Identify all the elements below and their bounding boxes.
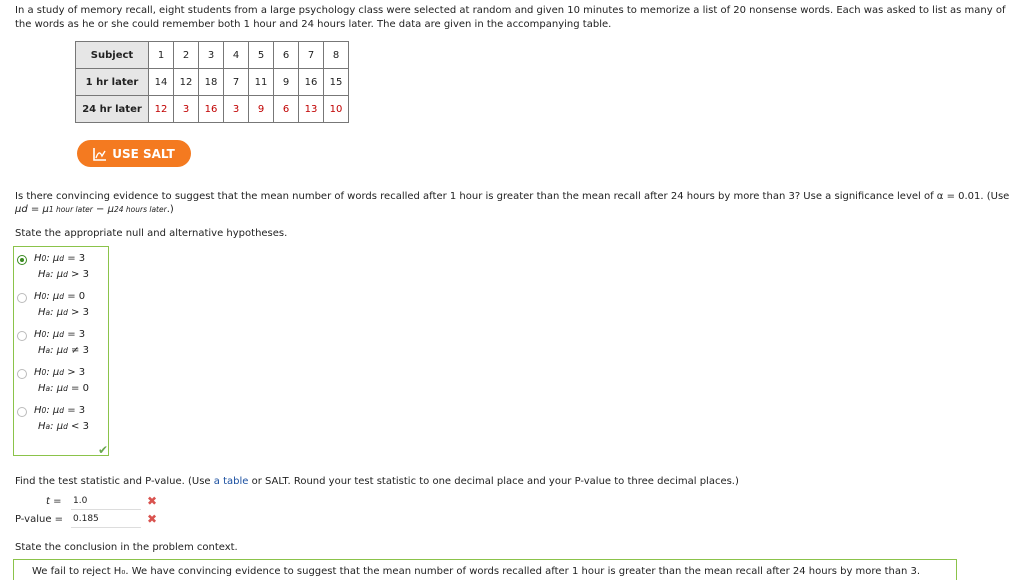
ha-line: Ha: μd < 3: [38, 421, 89, 432]
table-row: [76, 96, 349, 123]
h0-line: H0: μd = 3: [34, 405, 86, 416]
hypothesis-option-4[interactable]: [17, 367, 107, 403]
radio-button-selected[interactable]: [17, 255, 27, 265]
ha-line: Ha: μd ≠ 3: [38, 345, 89, 356]
table-cell: 18: [199, 69, 224, 96]
table-cell: 16: [299, 69, 324, 96]
salt-chart-icon: [93, 147, 107, 161]
question-text: Is there convincing evidence to suggest that the mean number of words recalled after 1 hour is greater than the mean recall after 24 hours by more than 3? Use a significance level of α = 0.01. (Use μd = μ1 hour later − μ24 hours later.): [15, 191, 1010, 215]
table-cell: 14: [149, 69, 174, 96]
table-cell: 5: [249, 42, 274, 69]
conclusion-choices: [13, 559, 957, 580]
radio-button[interactable]: [17, 331, 27, 341]
conclusion-prompt: State the conclusion in the problem context.: [15, 542, 238, 553]
table-cell: 7: [299, 42, 324, 69]
table-cell: 11: [249, 69, 274, 96]
h0-line: H0: μd = 3: [34, 253, 86, 264]
t-statistic-input[interactable]: 1.0: [71, 493, 141, 510]
hypothesis-option-2[interactable]: [17, 291, 107, 327]
table-cell: 12: [149, 96, 174, 123]
h0-line: H0: μd > 3: [34, 367, 86, 378]
intro-text: In a study of memory recall, eight students from a large psychology class were selected at random and given 10 minutes to memorize a list of 20 nonsense words. Each was asked to list as many of the words as he or she could remember both 1 hour and 24 hours later. The data are given in the accompanying table.: [15, 5, 1006, 30]
t-label: t =: [46, 496, 62, 507]
table-cell: 3: [174, 96, 199, 123]
p-value-input[interactable]: 0.185: [71, 511, 141, 528]
ha-line: Ha: μd > 3: [38, 269, 89, 280]
table-cell: 10: [324, 96, 349, 123]
table-cell: 12: [174, 69, 199, 96]
data-table: [75, 41, 349, 123]
table-cell: 9: [249, 96, 274, 123]
table-cell: 4: [224, 42, 249, 69]
table-cell: 1: [149, 42, 174, 69]
ha-line: Ha: μd = 0: [38, 383, 89, 394]
mu-d-formula: μd = μ1 hour later − μ24 hours later: [15, 204, 167, 215]
table-cell: 13: [299, 96, 324, 123]
use-salt-button[interactable]: [77, 140, 191, 167]
radio-button[interactable]: [17, 407, 27, 417]
table-header: Subject: [76, 42, 149, 69]
table-cell: 9: [274, 69, 299, 96]
incorrect-x-icon: ✖: [147, 494, 158, 508]
table-header: 24 hr later: [76, 96, 149, 123]
correct-check-icon: ✔: [98, 443, 109, 457]
p-value-label: P-value =: [15, 514, 64, 525]
table-row: [76, 42, 349, 69]
hypothesis-option-5[interactable]: [17, 405, 107, 441]
hypothesis-choices: [13, 246, 109, 456]
table-cell: 6: [274, 42, 299, 69]
table-cell: 8: [324, 42, 349, 69]
radio-button[interactable]: [17, 293, 27, 303]
table-header: 1 hr later: [76, 69, 149, 96]
state-hypotheses-prompt: State the appropriate null and alternative hypotheses.: [15, 228, 288, 239]
table-cell: 15: [324, 69, 349, 96]
table-cell: 3: [199, 42, 224, 69]
h0-line: H0: μd = 0: [34, 291, 86, 302]
table-cell: 3: [224, 96, 249, 123]
hypothesis-option-1[interactable]: [17, 253, 107, 289]
find-instructions: Find the test statistic and P-value. (Use a table or SALT. Round your test statistic to one decimal place and your P-value to three decimal places.): [15, 476, 739, 487]
table-cell: 16: [199, 96, 224, 123]
incorrect-x-icon: ✖: [147, 512, 158, 526]
hypothesis-option-3[interactable]: [17, 329, 107, 365]
table-cell: 7: [224, 69, 249, 96]
radio-button[interactable]: [17, 369, 27, 379]
table-link[interactable]: a table: [213, 476, 249, 487]
table-row: [76, 69, 349, 96]
use-salt-label: USE SALT: [112, 146, 175, 161]
table-cell: 6: [274, 96, 299, 123]
h0-line: H0: μd = 3: [34, 329, 86, 340]
conclusion-option-1[interactable]: We fail to reject H₀. We have convincing evidence to suggest that the mean number of words recalled after 1 hour is greater than the mean recall after 24 hours by more than 3.: [32, 566, 921, 577]
table-cell: 2: [174, 42, 199, 69]
ha-line: Ha: μd > 3: [38, 307, 89, 318]
